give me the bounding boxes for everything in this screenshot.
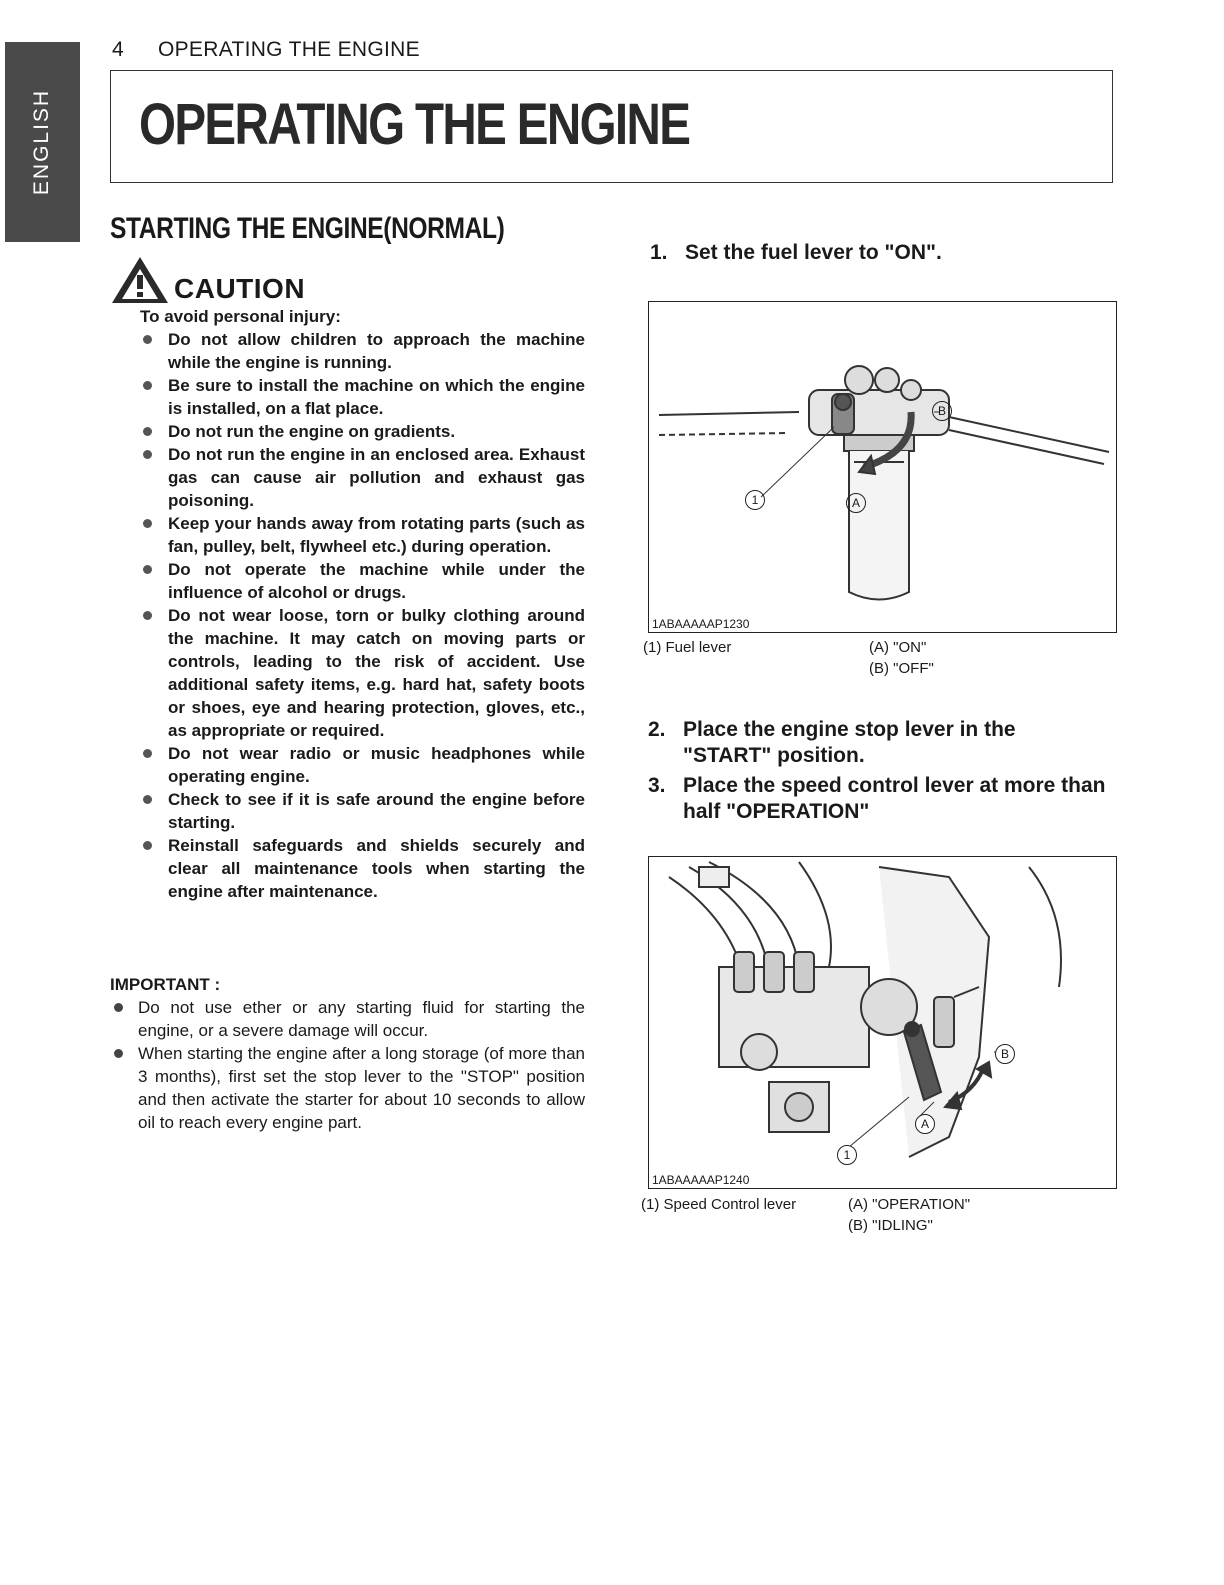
step-text: Set the fuel lever to "ON". [685, 241, 942, 264]
step-2 [648, 717, 1108, 769]
caution-item: Do not operate the machine while under the influence of alcohol or drugs. [140, 558, 585, 604]
step-number: 1. [650, 241, 668, 264]
step-number: 3. [648, 774, 666, 797]
caution-body [140, 305, 585, 903]
callout-1: 1 [745, 490, 765, 510]
important-note [110, 973, 585, 1134]
caution-heading [110, 255, 305, 305]
language-tab-label: ENGLISH [30, 88, 54, 196]
important-list [110, 996, 585, 1134]
speed-control-illustration [649, 857, 1117, 1189]
caution-item: Do not wear radio or music headphones while operating engine. [140, 742, 585, 788]
figure2-caption-b: (B) "IDLING" [848, 1217, 933, 1234]
page-title: OPERATING THE ENGINE [139, 92, 690, 157]
figure1-caption-b: (B) "OFF" [869, 660, 934, 677]
figure-code: 1ABAAAAAP1230 [652, 617, 750, 631]
caution-item: Do not allow children to approach the machine while the engine is running. [140, 328, 585, 374]
callout-1: 1 [837, 1145, 857, 1165]
caution-item: Do not run the engine in an enclosed area. Exhaust gas can cause air pollution and exhaust gas poisoning. [140, 443, 585, 512]
language-tab [5, 42, 80, 242]
speed-control-figure [648, 856, 1117, 1189]
caution-item: Be sure to install the machine on which the engine is installed, on a flat place. [140, 374, 585, 420]
caution-item: Keep your hands away from rotating parts (such as fan, pulley, belt, flywheel etc.) during operation. [140, 512, 585, 558]
caution-item: Check to see if it is safe around the engine before starting. [140, 788, 585, 834]
step-text: Place the speed control lever at more than half "OPERATION" [683, 774, 1106, 823]
caution-label: CAUTION [174, 273, 306, 304]
warning-triangle-icon [110, 255, 170, 305]
caution-item: Do not wear loose, torn or bulky clothing around the machine. It may catch on moving parts or controls, leading to the risk of accident. Use additional safety items, e.g. hard hat, safety boots or shoes, eye and hearing protection, gloves, etc., as appropriate or required. [140, 604, 585, 742]
figure2-caption-a: (A) "OPERATION" [848, 1196, 971, 1213]
figure1-caption-left: (1) Fuel lever [643, 639, 732, 656]
important-item: When starting the engine after a long storage (of more than 3 months), first set the stop lever to the "STOP" position and then activate the starter for about 10 seconds to allow oil to reach every engine part. [110, 1042, 585, 1134]
important-item: Do not use ether or any starting fluid for starting the engine, or a severe damage will occur. [110, 996, 585, 1042]
title-box [110, 70, 1113, 183]
running-header [112, 38, 420, 62]
fuel-filter-illustration [649, 302, 1117, 633]
caution-item: Do not run the engine on gradients. [140, 420, 585, 443]
figure1-caption-a: (A) "ON" [869, 639, 927, 656]
page-number: 4 [112, 38, 124, 61]
caution-item: Reinstall safeguards and shields securely and clear all maintenance tools when starting the engine after maintenance. [140, 834, 585, 903]
fuel-lever-figure [648, 301, 1117, 633]
step-text: Place the engine stop lever in the "START" position. [683, 718, 1016, 767]
running-title: OPERATING THE ENGINE [157, 38, 420, 61]
step-number: 2. [648, 718, 666, 741]
callout-a: A [915, 1114, 935, 1134]
figure2-caption-left: (1) Speed Control lever [641, 1196, 797, 1213]
section-title: STARTING THE ENGINE(NORMAL) [110, 212, 505, 245]
callout-b: B [995, 1044, 1015, 1064]
callout-b: B [932, 401, 952, 421]
caution-intro: To avoid personal injury: [140, 307, 341, 326]
callout-a: A [846, 493, 866, 513]
step-1 [650, 240, 1110, 266]
important-heading: IMPORTANT : [110, 975, 221, 994]
caution-list [140, 328, 585, 903]
figure-code: 1ABAAAAAP1240 [652, 1173, 750, 1187]
step-3 [648, 773, 1108, 825]
